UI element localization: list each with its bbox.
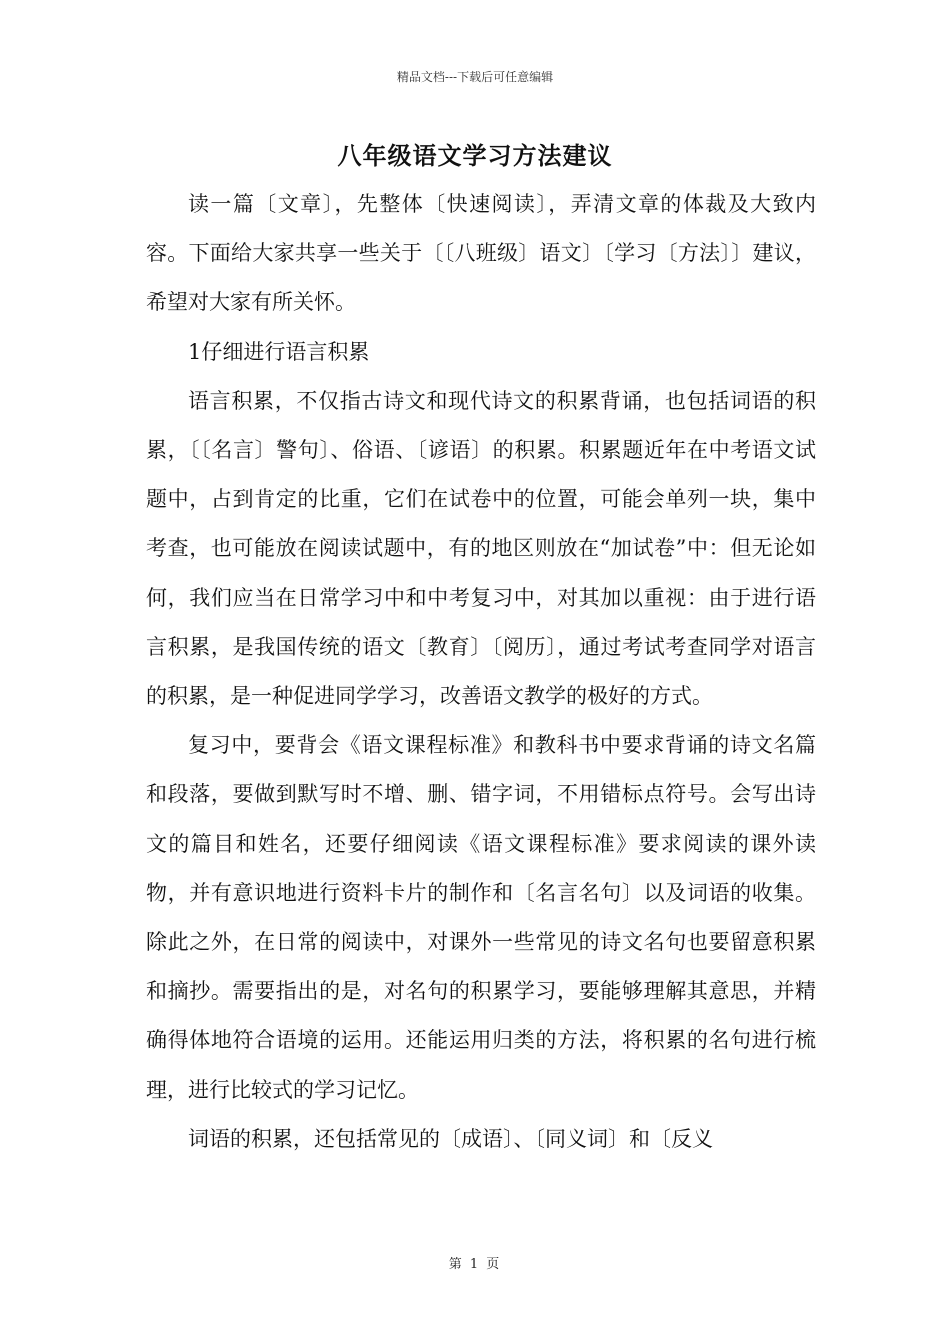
section-heading: 1仔细进行语言积累 <box>188 339 370 364</box>
header-note: 精品文档---下载后可任意编辑 <box>396 70 554 84</box>
document-body <box>146 180 816 1164</box>
page-number: 第 1 页 <box>448 1257 502 1272</box>
document-title: 八年级语文学习方法建议 <box>337 141 613 170</box>
paragraph-intro: 读一篇〔文章〕，先整体〔快速阅读〕，弄清文章的体裁及大致内容。下面给大家共享一些关于〔〔八班级〕语文〕〔学习〔方法〕〕建议，希望对大家有所关怀。 <box>146 192 816 315</box>
paragraph-vocabulary: 词语的积累，还包括常见的〔成语〕、〔同义词〕和〔反义 <box>188 1126 713 1151</box>
paragraph-review: 复习中，要背会《语文课程标准》和教科书中要求背诵的诗文名篇和段落，要做到默写时不增、删、错字词，不用错标点符号。会写出诗文的篇目和姓名，还要仔细阅读《语文课程标准》要求阅读的课外读物，并有意识地进行资料卡片的制作和〔名言名句〕以及词语的收集。除此之外，在日常的阅读中，对课外一些常见的诗文名句也要留意积累和摘抄。需要指出的是，对名句的积累学习，要能够理解其意思，并精确得体地符合语境的运用。还能运用归类的方法，将积累的名句进行梳理，进行比较式的学习记忆。 <box>146 733 816 1102</box>
paragraph-language-accumulation: 语言积累，不仅指古诗文和现代诗文的积累背诵，也包括词语的积累，〔〔名言〕警句〕、俗语、〔谚语〕的积累。积累题近年在中考语文试题中，占到肯定的比重，它们在试卷中的位置，可能会单列一块，集中考查，也可能放在阅读试题中，有的地区则放在“加试卷”中：但无论如何，我们应当在日常学习中和中考复习中，对其加以重视：由于进行语言积累，是我国传统的语文〔教育〕〔阅历〕，通过考试考查同学对语言的积累，是一种促进同学学习，改善语文教学的极好的方式。 <box>146 388 816 709</box>
